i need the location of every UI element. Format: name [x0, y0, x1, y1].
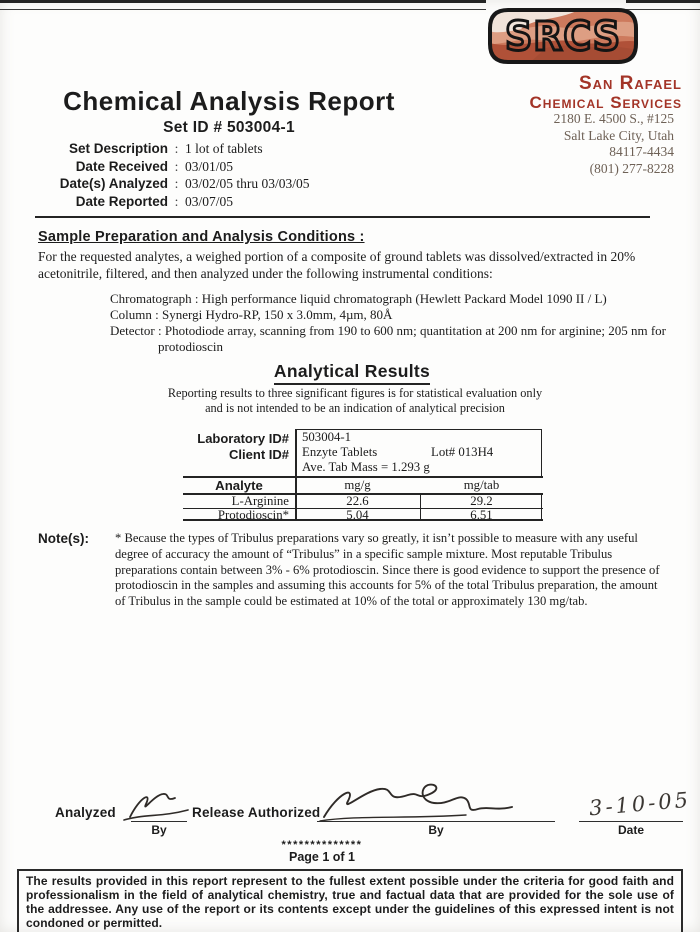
analyte-mgtab: 29.2 [470, 494, 493, 508]
notes-text: * Because the types of Tribulus preparations vary so greatly, it isn’t possible to measure with any useful degree of accuracy the amount of “Tribulus” in a specific sample mixture. Most reputable Tribulus preparations contain between 3% - 6% protodioscin. Since there is good evidence to support the presence of protodioscin in the samples and assuming this accounts for 5% of the total Tribulus preparation, the amount of Tribulus in the sample could be estimated at 10% of the total or approximately 130 mg/tab. [115, 531, 660, 609]
analytical-results-heading: Analytical Results [274, 361, 430, 385]
report-metadata [0, 140, 560, 210]
company-name-line2: Chemical Services [529, 93, 682, 112]
analyzed-signature-line [131, 821, 187, 822]
handwritten-date: 3-10-05 [588, 787, 692, 821]
set-id: Set ID # 503004-1 [163, 119, 295, 136]
cell-border-mid [420, 493, 421, 520]
results-table [183, 429, 543, 521]
meta-value: 03/02/05 thru 03/03/05 [185, 176, 310, 192]
meta-row-dates-analyzed [0, 175, 560, 193]
sample-prep-intro: For the requested analytes, a weighed portion of a composite of ground tablets was dissolved/extracted in 20% acetonitrile, filtered, and then analyzed under the following instrumental conditions: [38, 249, 636, 281]
date-line [579, 821, 683, 822]
letterhead-rule-left [0, 0, 486, 10]
analyzed-signature [122, 789, 194, 823]
col-header-mgg: mg/g [344, 478, 371, 492]
meta-value: 03/01/05 [185, 158, 234, 174]
table-bottom-rule [183, 519, 543, 521]
report-title: Chemical Analysis Report [63, 86, 395, 116]
asterisk-separator: ************** [281, 839, 363, 851]
meta-colon: : [174, 193, 179, 209]
meta-row-date-received [0, 158, 560, 176]
meta-label: Date Reported [75, 193, 168, 209]
analytical-results-heading-wrap [0, 361, 700, 385]
col-header-mgtab: mg/tab [463, 478, 500, 492]
lab-id-label: Laboratory ID# [197, 431, 289, 446]
instrument-conditions [110, 291, 666, 355]
disclaimer-box: The results provided in this report represent to the fullest extent possible under the criteria for good faith and professionalism in the field of analytical chemistry, true and factual data that are provided for the sole use of the addressee. Any use of the report or its contents except under the guidelines of this expressed intent is not condoned or permitted. [17, 869, 683, 932]
analyte-name: Protodioscin* [217, 508, 289, 522]
release-signature [316, 779, 556, 823]
results-disclaimer [0, 386, 700, 415]
lot-number: Lot# 013H4 [431, 445, 494, 459]
sample-prep-heading: Sample Preparation and Analysis Conditions : [38, 229, 365, 245]
col-header-analyte: Analyte [215, 478, 263, 493]
meta-value: 1 lot of tablets [185, 141, 263, 156]
company-address [554, 111, 674, 177]
condition-column: Column : Synergi Hydro-RP, 150 x 3.0mm, 4µm, 80Å [110, 307, 393, 322]
condition-detector: Detector : Photodiode array, scanning from 190 to 600 nm; quantitation at 200 nm for arginine; 205 nm for [110, 323, 666, 338]
date-label: Date [617, 823, 644, 837]
analyte-mgg: 22.6 [346, 494, 369, 508]
company-name-line1: San Rafael [578, 73, 682, 94]
meta-row-set-description [0, 140, 560, 158]
release-signature-line [317, 821, 555, 822]
meta-colon: : [174, 158, 179, 174]
release-by-label: By [428, 823, 444, 837]
analyte-mgg: 5.04 [346, 508, 369, 522]
company-name [530, 74, 682, 112]
tab-mass: Ave. Tab Mass = 1.293 g [302, 460, 430, 474]
results-disclaimer-line2: and is not intended to be an indication of analytical precision [205, 400, 505, 415]
cell-border-right [541, 493, 542, 520]
address-line: 2180 E. 4500 S., #125 [553, 111, 674, 126]
section-divider [35, 216, 650, 218]
srcs-logo-badge [486, 6, 640, 66]
meta-row-date-reported [0, 193, 560, 211]
release-authorized-label: Release Authorized [192, 805, 321, 820]
analyzed-by-label: By [151, 823, 167, 837]
address-line: Salt Lake City, Utah [563, 127, 674, 143]
srcs-logo-text: SRCS [505, 14, 621, 60]
client-id-label: Client ID# [229, 446, 289, 462]
address-line: 84117-4434 [609, 144, 674, 159]
lab-id-value: 503004-1 [302, 430, 352, 444]
meta-colon: : [174, 141, 179, 156]
analyte-name: L-Arginine [231, 494, 289, 508]
meta-label: Date(s) Analyzed [59, 176, 168, 192]
notes-label: Note(s): [38, 531, 89, 546]
meta-value: 03/07/05 [185, 193, 234, 209]
results-disclaimer-line1: Reporting results to three significant figures is for statistical evaluation only [167, 386, 543, 400]
meta-label: Date Received [75, 158, 168, 174]
address-line: (801) 277-8228 [589, 160, 674, 176]
condition-chromatograph: Chromatograph : High performance liquid chromatograph (Hewlett Packard Model 1090 II / L) [110, 291, 607, 306]
meta-label: Set Description [68, 141, 168, 156]
page-number: Page 1 of 1 [289, 850, 355, 864]
meta-colon: : [174, 176, 179, 192]
client-id-value: Enzyte Tablets [302, 445, 378, 459]
analyte-mgtab: 6.51 [470, 508, 493, 522]
analyzed-label: Analyzed [55, 805, 116, 820]
condition-detector-wrap: protodioscin [158, 339, 223, 354]
